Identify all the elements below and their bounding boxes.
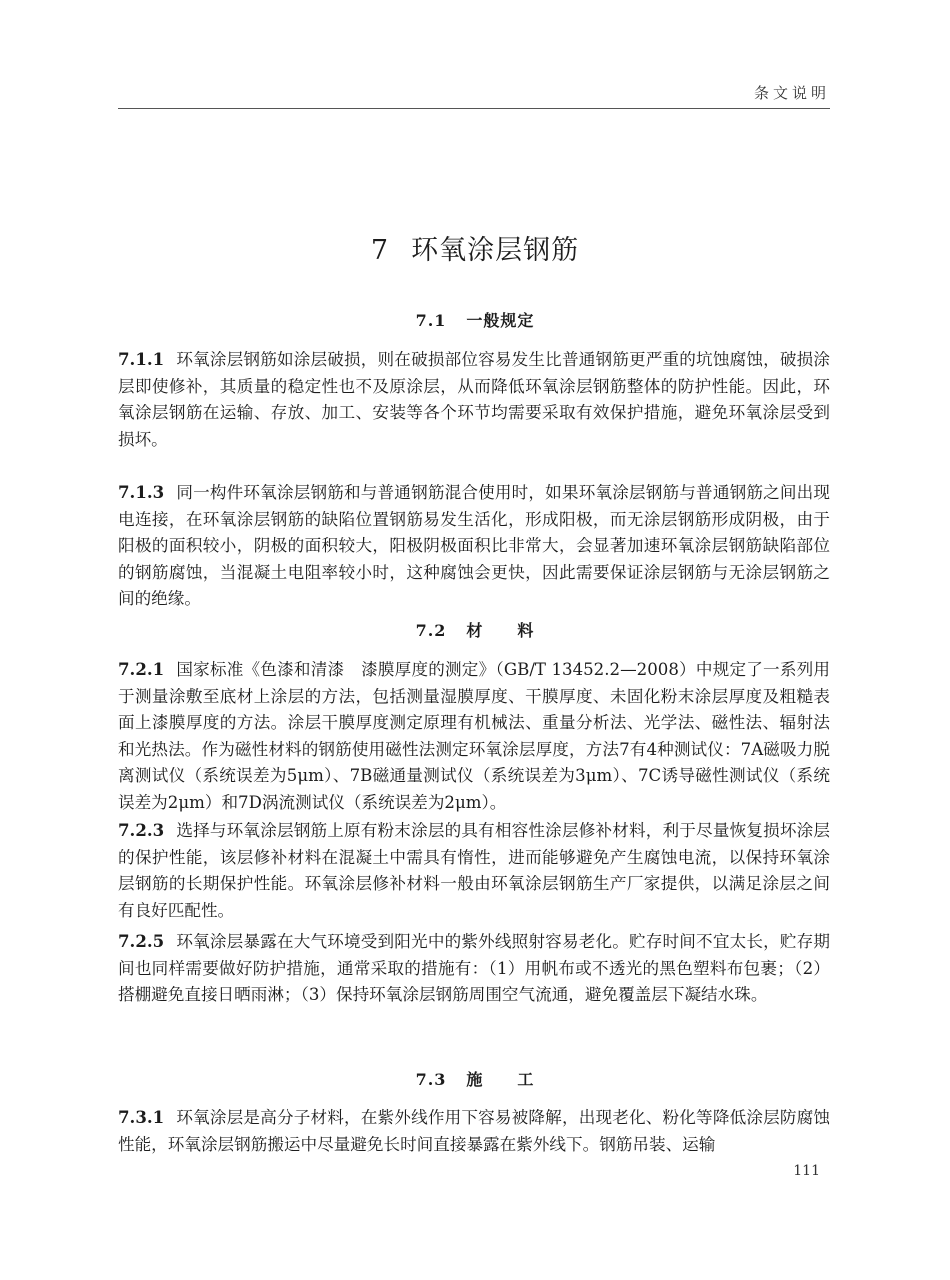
header-label: 条文说明 [753, 84, 830, 102]
chapter-title-text: 环氧涂层钢筋 [411, 235, 580, 266]
clause-text: 环氧涂层钢筋如涂层破损，则在破损部位容易发生比普通钢筋更严重的坑蚀腐蚀，破损涂层即使修补，其质量的稳定性也不及原涂层，从而降低环氧涂层钢筋整体的防护性能。因此，环氧涂层钢筋在运输、存放、加工、安装等各个环节均需要采取有效保护措施，避免环氧涂层受到损坏。 [118, 350, 830, 449]
running-header [118, 80, 830, 109]
section-title-7-3 [0, 1067, 950, 1090]
section-title-text: 一般规定 [466, 311, 535, 330]
section-title-7-1 [0, 308, 950, 331]
clause-7-1-3 [118, 479, 830, 613]
clause-text: 国家标准《色漆和清漆 漆膜厚度的测定》（GB/T 13452.2—2008）中规定了一系列用于测量涂敷至底材上涂层的方法，包括测量湿膜厚度、干膜厚度、未固化粉末涂层厚度及粗糙表面上漆膜厚度的方法。涂层干膜厚度测定原理有机械法、重量分析法、光学法、磁性法、辐射法和光热法。作为磁性材料的钢筋使用磁性法测定环氧涂层厚度，方法7有4种测试仪：7A磁吸力脱离测试仪（系统误差为5μm）、7B磁通量测试仪（系统误差为3μm）、7C诱导磁性测试仪（系统误差为2μm）和7D涡流测试仪（系统误差为2μm）。 [118, 660, 830, 812]
chapter-title [0, 228, 950, 267]
clause-number: 7.2.5 [118, 931, 165, 951]
clause-7-2-3 [118, 817, 830, 924]
section-number: 7.2 [415, 621, 447, 640]
clause-7-2-5 [118, 928, 830, 1009]
clause-7-2-1 [118, 656, 830, 816]
section-number: 7.3 [415, 1070, 447, 1089]
clause-number: 7.1.1 [118, 349, 165, 369]
section-title-text: 施 工 [466, 1070, 535, 1089]
clause-7-3-1 [118, 1104, 830, 1158]
clause-text: 环氧涂层是高分子材料，在紫外线作用下容易被降解，出现老化、粉化等降低涂层防腐蚀性能，环氧涂层钢筋搬运中尽量避免长时间直接暴露在紫外线下。钢筋吊装、运输 [118, 1108, 830, 1154]
page-number: 111 [793, 1163, 820, 1179]
clause-text: 环氧涂层暴露在大气环境受到阳光中的紫外线照射容易老化。贮存时间不宜太长，贮存期间也同样需要做好防护措施，通常采取的措施有：（1）用帆布或不透光的黑色塑料布包裹；（2）搭棚避免直接日晒雨淋；（3）保持环氧涂层钢筋周围空气流通，避免覆盖层下凝结水珠。 [118, 932, 830, 1004]
clause-text: 同一构件环氧涂层钢筋和与普通钢筋混合使用时，如果环氧涂层钢筋与普通钢筋之间出现电连接，在环氧涂层钢筋的缺陷位置钢筋易发生活化，形成阳极，而无涂层钢筋形成阴极，由于阳极的面积较小，阴极的面积较大，阳极阴极面积比非常大，会显著加速环氧涂层钢筋缺陷部位的钢筋腐蚀，当混凝土电阻率较小时，这种腐蚀会更快，因此需要保证涂层钢筋与无涂层钢筋之间的绝缘。 [118, 483, 830, 608]
section-title-text: 材 料 [466, 621, 535, 640]
clause-number: 7.1.3 [118, 482, 165, 502]
section-number: 7.1 [415, 311, 447, 330]
clause-number: 7.2.3 [118, 820, 165, 840]
clause-number: 7.2.1 [118, 659, 165, 679]
chapter-number: 7 [370, 235, 390, 266]
section-title-7-2 [0, 618, 950, 641]
clause-text: 选择与环氧涂层钢筋上原有粉末涂层的具有相容性涂层修补材料，利于尽量恢复损坏涂层的保护性能，该层修补材料在混凝土中需具有惰性，进而能够避免产生腐蚀电流，以保持环氧涂层钢筋的长期保护性能。环氧涂层修补材料一般由环氧涂层钢筋生产厂家提供，以满足涂层之间有良好匹配性。 [118, 821, 830, 920]
clause-number: 7.3.1 [118, 1107, 165, 1127]
clause-7-1-1 [118, 346, 830, 453]
